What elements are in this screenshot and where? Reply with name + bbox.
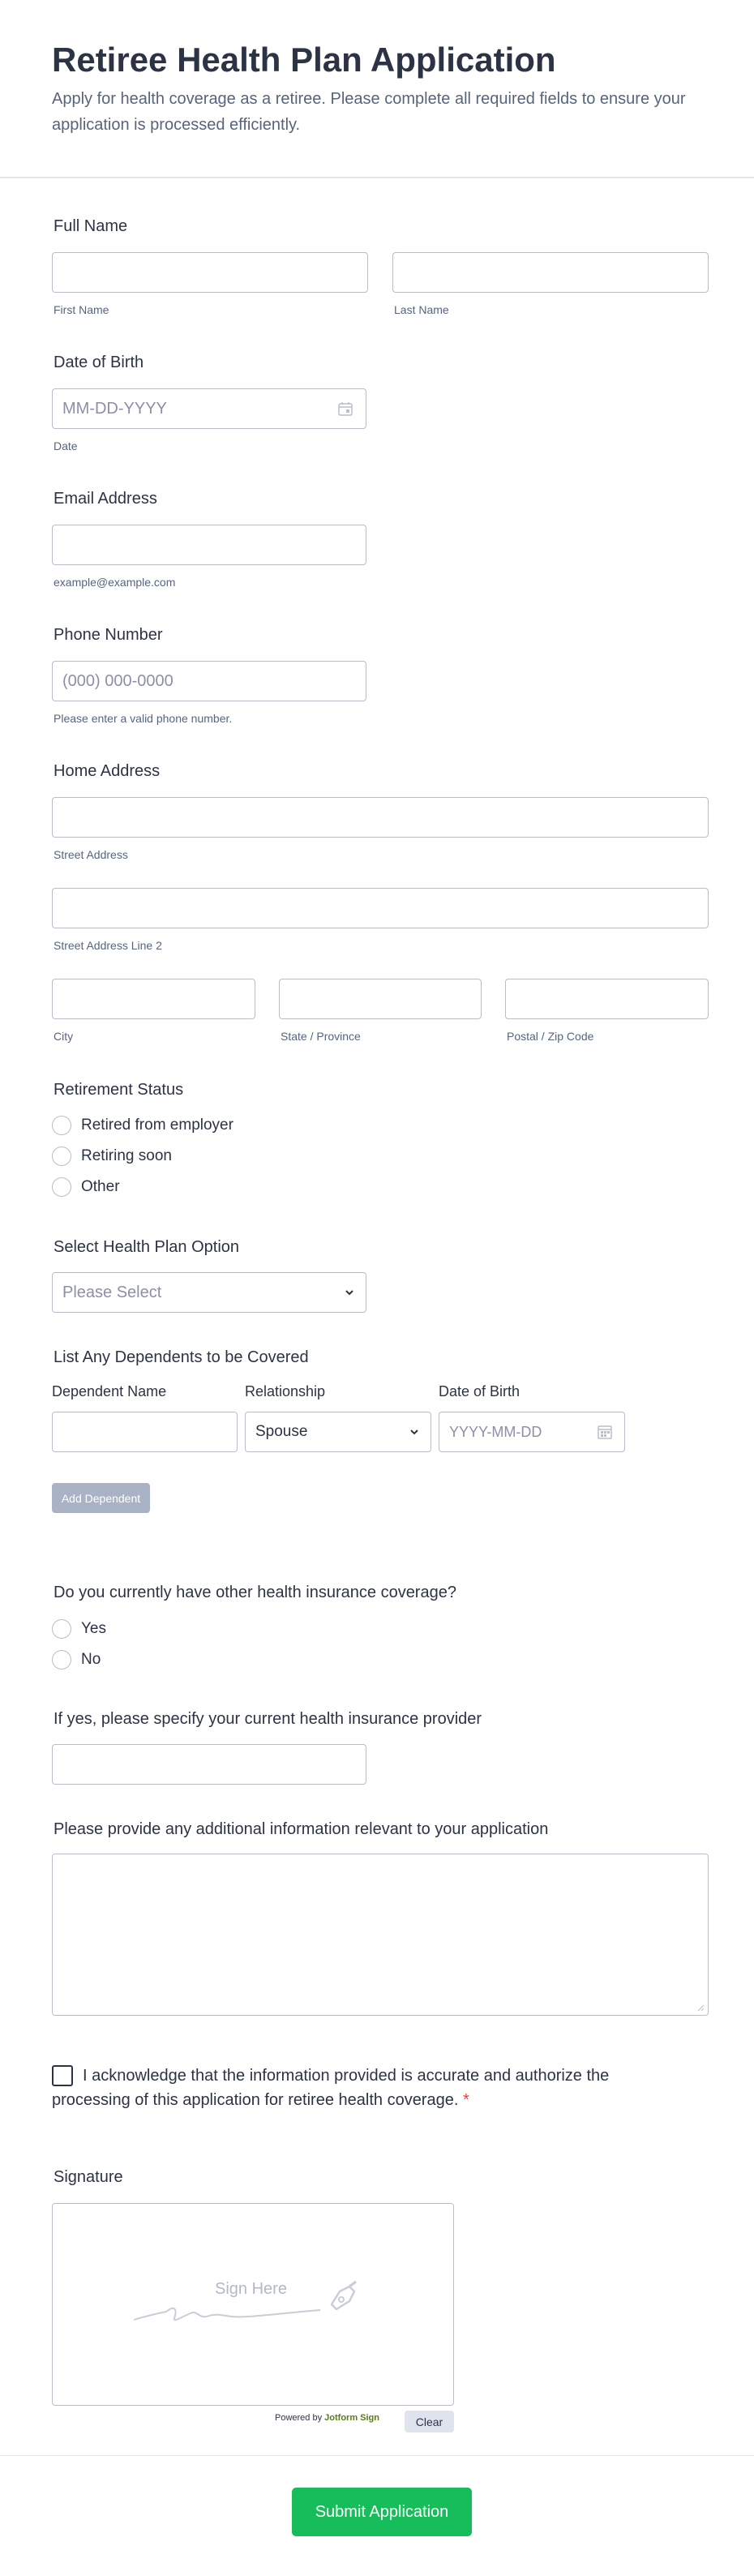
calendar-icon[interactable] (337, 401, 353, 417)
phone-sublabel: Please enter a valid phone number. (54, 712, 233, 725)
powered-by-text (275, 2413, 379, 2423)
select-placeholder: Please Select (62, 1283, 162, 1301)
zip-input[interactable] (505, 979, 709, 1019)
street-address-line2-sublabel: Street Address Line 2 (54, 939, 162, 952)
email-label: Email Address (54, 490, 157, 508)
column-relationship: Relationship (245, 1383, 326, 1399)
submit-button[interactable]: Submit Application (292, 2488, 472, 2536)
select-value: Spouse (255, 1423, 308, 1440)
retirement-option-retired[interactable] (52, 1114, 233, 1137)
state-sublabel: State / Province (281, 1030, 361, 1043)
acknowledge-label: I acknowledge that the information provided is accurate and authorize the processing of this application for retiree health coverage. (52, 2067, 610, 2109)
pen-nib-icon (325, 2280, 364, 2312)
acknowledge-text (52, 2064, 636, 2112)
provider-input[interactable] (52, 1744, 366, 1785)
additional-info-textarea[interactable] (52, 1854, 709, 2016)
jotform-sign-brand[interactable]: Jotform Sign (324, 2413, 379, 2423)
radio-button[interactable] (52, 1116, 71, 1135)
relationship-select[interactable] (245, 1412, 431, 1452)
street-address-input[interactable] (52, 797, 709, 838)
resize-grip-icon[interactable] (696, 2004, 705, 2012)
chevron-down-icon (408, 1425, 421, 1438)
calendar-icon[interactable] (597, 1424, 613, 1440)
zip-sublabel: Postal / Zip Code (507, 1030, 594, 1043)
first-name-sublabel: First Name (54, 303, 109, 316)
city-input[interactable] (52, 979, 255, 1019)
column-dependent-name: Dependent Name (52, 1383, 167, 1399)
additional-info-label: Please provide any additional information relevant to your application (54, 1820, 549, 1838)
email-sublabel: example@example.com (54, 576, 176, 589)
last-name-sublabel: Last Name (394, 303, 449, 316)
clear-signature-button[interactable]: Clear (405, 2411, 454, 2432)
radio-label: Retired from employer (81, 1117, 233, 1134)
email-input[interactable] (52, 525, 366, 565)
radio-label: Yes (81, 1620, 106, 1637)
other-coverage-option-yes[interactable] (52, 1618, 106, 1640)
dob-label: Date of Birth (54, 354, 144, 371)
dob-input[interactable] (52, 388, 366, 429)
retirement-status-label: Retirement Status (54, 1081, 184, 1099)
signature-pad[interactable] (52, 2203, 454, 2406)
dependent-name-input[interactable] (52, 1412, 238, 1452)
footer-divider (0, 2455, 754, 2456)
page-subtitle: Apply for health coverage as a retiree. Please complete all required fields to ensure your application is processed efficiently. (52, 90, 686, 134)
radio-button[interactable] (52, 1147, 71, 1166)
provider-label: If yes, please specify your current health insurance provider (54, 1710, 482, 1728)
street-address-sublabel: Street Address (54, 848, 128, 861)
retirement-option-retiring-soon[interactable] (52, 1145, 172, 1168)
retirement-option-other[interactable] (52, 1176, 120, 1198)
other-coverage-option-no[interactable] (52, 1648, 101, 1671)
city-sublabel: City (54, 1030, 74, 1043)
form-header (0, 0, 754, 178)
health-plan-label: Select Health Plan Option (54, 1238, 240, 1256)
page-title: Retiree Health Plan Application (52, 41, 556, 79)
signature-label: Signature (54, 2168, 123, 2186)
full-name-label: Full Name (54, 217, 128, 235)
street-address-line2-input[interactable] (52, 888, 709, 928)
required-asterisk: * (462, 2091, 469, 2109)
radio-label: Retiring soon (81, 1147, 172, 1164)
state-input[interactable] (279, 979, 482, 1019)
health-plan-select[interactable] (52, 1272, 366, 1313)
powered-by-label: Powered by (275, 2413, 323, 2423)
dependents-label: List Any Dependents to be Covered (54, 1348, 309, 1366)
column-date-of-birth: Date of Birth (439, 1383, 521, 1399)
radio-label: Other (81, 1178, 120, 1195)
radio-button[interactable] (52, 1619, 71, 1639)
radio-label: No (81, 1651, 101, 1668)
first-name-input[interactable] (52, 252, 368, 293)
address-label: Home Address (54, 762, 161, 780)
last-name-input[interactable] (392, 252, 709, 293)
other-coverage-label: Do you currently have other health insurance coverage? (54, 1584, 456, 1601)
chevron-down-icon (343, 1286, 356, 1299)
radio-button[interactable] (52, 1177, 71, 1197)
dob-sublabel: Date (54, 439, 78, 452)
radio-button[interactable] (52, 1650, 71, 1669)
phone-label: Phone Number (54, 626, 163, 644)
add-dependent-button[interactable]: Add Dependent (52, 1483, 150, 1513)
phone-input[interactable] (52, 661, 366, 701)
sign-here-text: Sign Here (215, 2280, 287, 2298)
